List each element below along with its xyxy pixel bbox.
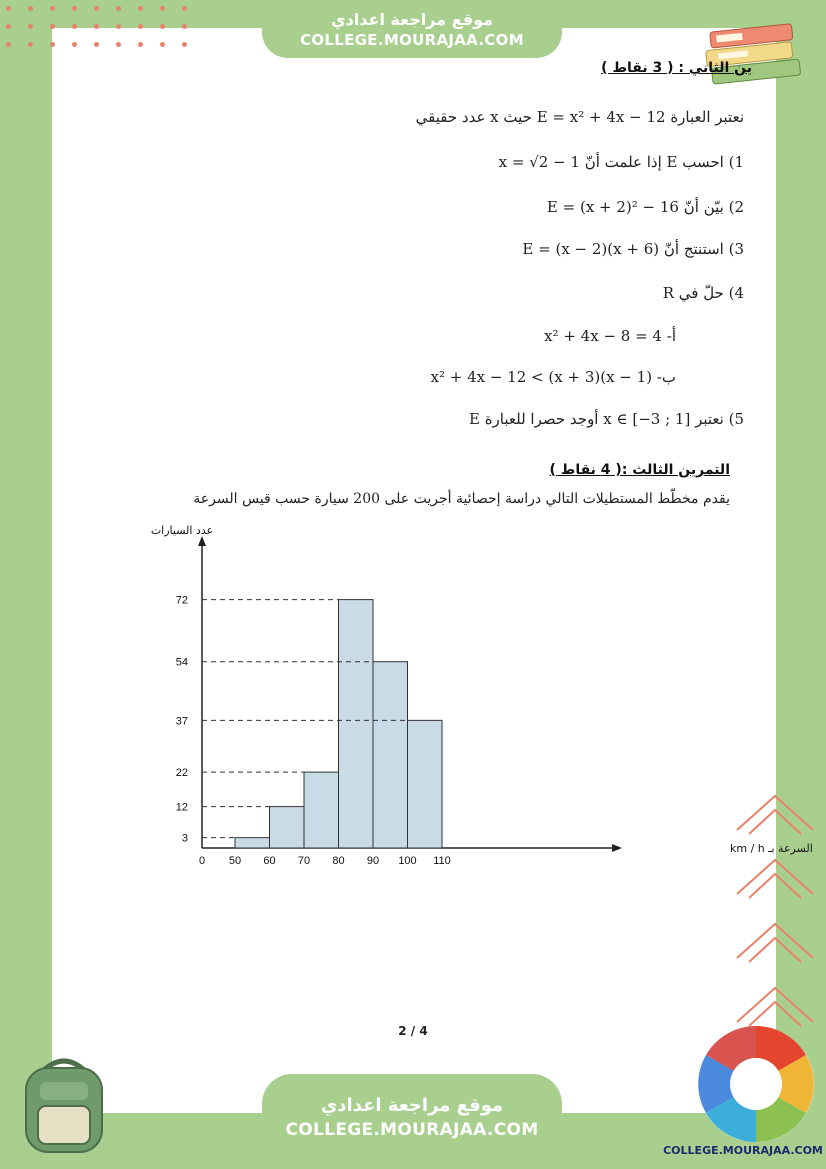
decorative-dot [160, 24, 165, 29]
decorative-dot [138, 24, 143, 29]
badge-caption: COLLEGE.MOURAJAA.COM [663, 1144, 823, 1157]
decorative-dot [116, 42, 121, 47]
decorative-dot [72, 6, 77, 11]
histogram-bar [270, 807, 305, 848]
y-axis-arrow [198, 536, 206, 546]
x-axis-label: السرعة بـ km / h [730, 842, 813, 855]
chevrons-decoration [733, 790, 819, 1040]
decorative-dot [50, 24, 55, 29]
decorative-dot [138, 42, 143, 47]
decorative-dot [182, 6, 187, 11]
decorative-dot [116, 6, 121, 11]
y-tick-label: 37 [175, 715, 188, 728]
y-tick-label: 54 [175, 656, 188, 669]
site-logo-badge [694, 1022, 818, 1146]
decorative-dot [28, 6, 33, 11]
backpack-icon [14, 1052, 114, 1158]
page-number: 2 / 4 [398, 1024, 428, 1038]
x-axis-arrow [612, 844, 622, 852]
exercise2-q4b: ب- (x − 1)(x + 3) > x² + 4x − 12 [430, 368, 676, 386]
decorative-dot [50, 6, 55, 11]
x-tick-label: 70 [297, 855, 311, 867]
header-site-url[interactable]: COLLEGE.MOURAJAA.COM [300, 31, 524, 49]
exercise2-title: ين الثاني : ( 3 نقاط ) [601, 60, 752, 76]
exercise2-q2: 2) بيّن أنّ E = (x + 2)² − 16 [546, 198, 744, 216]
x-tick-label: 80 [332, 855, 345, 867]
exercise2-intro: نعتبر العبارة E = x² + 4x − 12 حيث x عدد حقيقي [415, 108, 744, 126]
exercise2-q1: 1) احسب E إذا علمت أنّ x = √2 − 1 [498, 153, 744, 171]
y-axis-label: عدد السيارات [150, 524, 214, 537]
histogram-bar [408, 720, 443, 848]
decorative-dot [138, 6, 143, 11]
decorative-dot [160, 6, 165, 11]
y-tick-label: 72 [175, 594, 188, 607]
decorative-dot [94, 6, 99, 11]
y-tick-label: 22 [175, 767, 188, 780]
histogram-bar [339, 600, 374, 848]
histogram-bar [373, 662, 408, 848]
header-site-name: موقع مراجعة اعدادي [330, 10, 494, 29]
decorative-dot [72, 42, 77, 47]
x-tick-label: 60 [263, 855, 276, 867]
decorative-dot [28, 24, 33, 29]
footer-tab [262, 1074, 562, 1169]
histogram-bar [235, 838, 270, 848]
decorative-dot [50, 42, 55, 47]
decorative-dot [116, 24, 121, 29]
decorative-dot [72, 24, 77, 29]
x-tick-label: 110 [433, 855, 451, 867]
exercise2-q5: 5) نعتبر x ∈ [−3 ; 1] أوجد حصرا للعبارة E [468, 410, 744, 428]
exercise2-q4a: أ- x² + 4x − 8 = 4 [544, 327, 676, 345]
footer-site-name: موقع مراجعة اعدادي [320, 1095, 504, 1116]
decorative-dot [28, 42, 33, 47]
decorative-dot [6, 24, 11, 29]
decorative-dots [6, 4, 206, 54]
y-tick-label: 3 [181, 832, 188, 845]
books-icon [696, 12, 806, 92]
x-tick-label: 90 [366, 855, 380, 867]
decorative-dot [6, 42, 11, 47]
decorative-dot [160, 42, 165, 47]
decorative-dot [94, 24, 99, 29]
exercise2-q3: 3) استنتج أنّ E = (x − 2)(x + 6) [522, 240, 744, 258]
decorative-dot [182, 42, 187, 47]
exercise2-q4: 4) حلّ في R [662, 284, 744, 302]
x-tick-label: 100 [398, 855, 417, 867]
decorative-dot [6, 6, 11, 11]
header-tab [262, 0, 562, 58]
x-tick-label: 0 [198, 855, 206, 867]
exercise3-intro: يقدم مخطّط المستطيلات التالي دراسة إحصائية أجريت على 200 سيارة حسب قيس السرعة [193, 491, 730, 507]
histogram-bar [304, 772, 339, 848]
decorative-dot [182, 24, 187, 29]
decorative-dot [94, 42, 99, 47]
y-tick-label: 12 [175, 801, 188, 814]
histogram-chart [150, 520, 813, 880]
exercise3-title: التمرين الثالث :( 4 نقاط ) [549, 462, 730, 478]
x-tick-label: 50 [228, 855, 242, 867]
footer-site-url[interactable]: COLLEGE.MOURAJAA.COM [285, 1120, 539, 1140]
